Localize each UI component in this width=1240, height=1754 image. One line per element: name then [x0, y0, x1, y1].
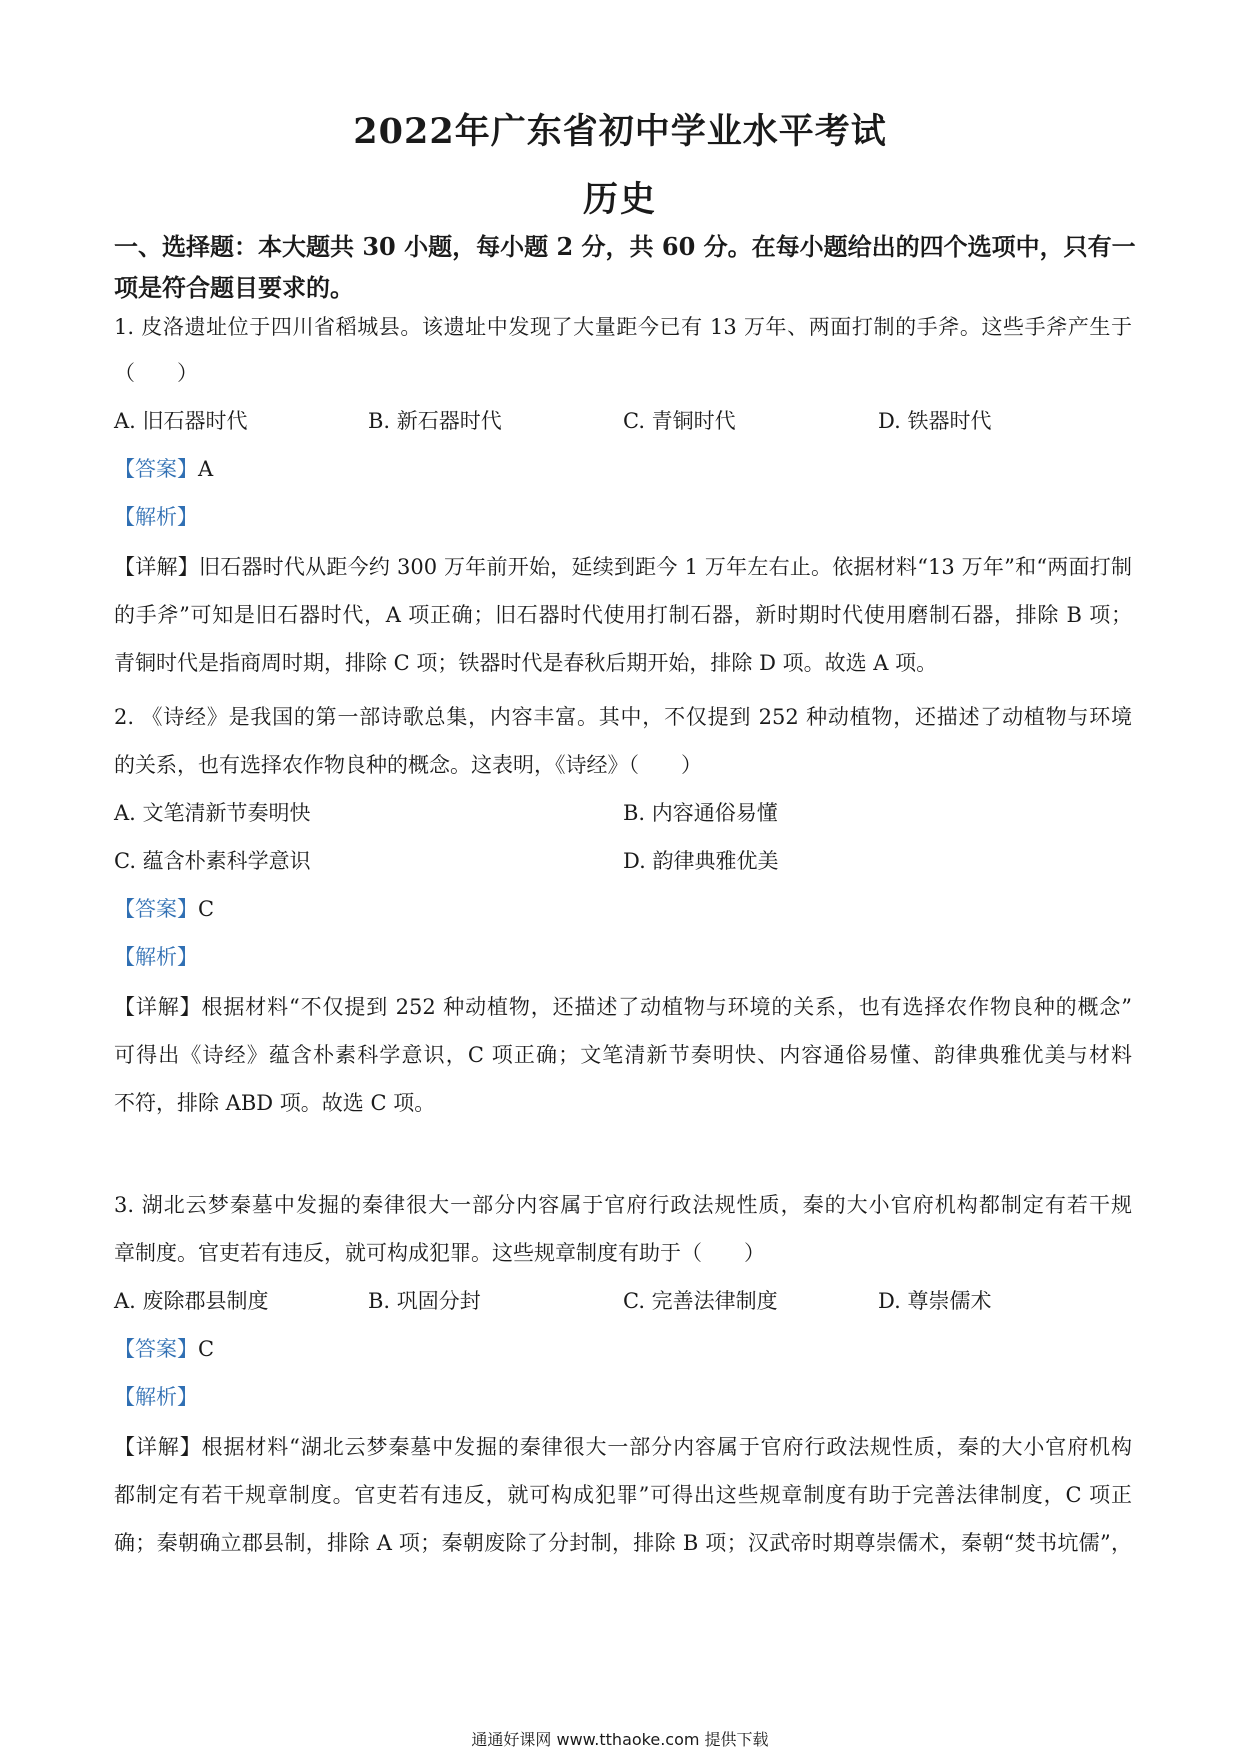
q2-option-c: C. 蕴含朴素科学意识	[114, 849, 311, 873]
q2-detail-line3: 不符，排除 ABD 项。故选 C 项。	[114, 1091, 436, 1115]
q3-option-a: A. 废除郡县制度	[114, 1289, 269, 1313]
subject-title: 历史	[582, 179, 657, 220]
q1-answer-value: A	[198, 457, 214, 481]
q1-detail-text1: 旧石器时代从距今约 300 万年前开始，延续到距今 1 万年左右止。依据材料“13 万年”和“两面打制	[198, 555, 1133, 579]
answer-tag: 【答案】	[114, 1337, 198, 1361]
q3-stem-line2: 章制度。官吏若有违反，就可构成犯罪。这些规章制度有助于（ ）	[114, 1241, 765, 1265]
q2-answer-value: C	[198, 897, 215, 921]
q2-option-d: D. 韵律典雅优美	[623, 849, 779, 873]
detail-tag: 【详解】	[114, 1435, 202, 1459]
q3-option-b: B. 巩固分封	[368, 1289, 481, 1313]
answer-tag: 【答案】	[114, 897, 198, 921]
q1-answer	[114, 454, 213, 484]
exam-title: 2022年广东省初中学业水平考试	[353, 111, 887, 152]
section-heading: 一、选择题：本大题共 30 小题，每小题 2 分，共 60 分。在每小题给出的四个选项中，只有一项是符合题目要求的。	[114, 232, 1136, 302]
q3-answer-value: C	[198, 1337, 215, 1361]
q2-detail-text1: 根据材料“不仅提到 252 种动植物，还描述了动植物与环境的关系，也有选择农作物良种的概念”	[201, 995, 1133, 1019]
analysis-tag: 【解析】	[114, 1385, 198, 1409]
q3-detail-text1: 根据材料“湖北云梦秦墓中发掘的秦律很大一部分内容属于官府行政法规性质，秦的大小官府机构	[201, 1435, 1133, 1459]
analysis-tag: 【解析】	[114, 945, 198, 969]
q3-option-d: D. 尊崇儒术	[878, 1289, 992, 1313]
q1-option-c: C. 青铜时代	[623, 409, 736, 433]
q1-option-b: B. 新石器时代	[368, 409, 502, 433]
q1-detail-line2: 的手斧”可知是旧石器时代，A 项正确；旧石器时代使用打制石器，新时期时代使用磨制石器，排除 B 项；	[114, 603, 1132, 627]
q1-option-d: D. 铁器时代	[878, 409, 992, 433]
q2-stem-line1: 2. 《诗经》是我国的第一部诗歌总集，内容丰富。其中，不仅提到 252 种动植物，还描述了动植物与环境	[114, 705, 1132, 729]
q2-detail-line2: 可得出《诗经》蕴含朴素科学意识，C 项正确；文笔清新节奏明快、内容通俗易懂、韵律典雅优美与材料	[114, 1043, 1132, 1067]
q2-analysis	[114, 942, 198, 972]
q1-stem-line1: 1. 皮洛遗址位于四川省稻城县。该遗址中发现了大量距今已有 13 万年、两面打制的手斧。这些手斧产生于	[114, 315, 1132, 339]
q2-detail-line1	[114, 992, 1132, 1022]
detail-tag: 【详解】	[114, 995, 202, 1019]
q2-option-a: A. 文笔清新节奏明快	[114, 801, 311, 825]
q2-option-b: B. 内容通俗易懂	[623, 801, 778, 825]
q3-detail-line1	[114, 1432, 1132, 1462]
q3-option-c: C. 完善法律制度	[623, 1289, 778, 1313]
q2-answer	[114, 894, 214, 924]
q2-stem-line2: 的关系，也有选择农作物良种的概念。这表明，《诗经》（ ）	[114, 753, 702, 777]
q1-analysis	[114, 502, 198, 532]
q3-detail-line3: 确；秦朝确立郡县制，排除 A 项；秦朝废除了分封制，排除 B 项；汉武帝时期尊崇儒术，秦朝“焚书坑儒”，	[114, 1531, 1132, 1555]
answer-tag: 【答案】	[114, 457, 198, 481]
q1-stem-line2: （ ）	[114, 361, 198, 385]
analysis-tag: 【解析】	[114, 505, 198, 529]
q3-detail-line2: 都制定有若干规章制度。官吏若有违反，就可构成犯罪”可得出这些规章制度有助于完善法律制度，C 项正	[114, 1483, 1132, 1507]
footer-credit: 通通好课网 www.tthaoke.com 提供下载	[471, 1730, 769, 1749]
q3-stem-line1: 3. 湖北云梦秦墓中发掘的秦律很大一部分内容属于官府行政法规性质，秦的大小官府机构都制定有若干规	[114, 1193, 1132, 1217]
q1-detail-line3: 青铜时代是指商周时期，排除 C 项；铁器时代是春秋后期开始，排除 D 项。故选 A 项。	[114, 651, 938, 675]
q3-answer	[114, 1334, 214, 1364]
q1-detail-line1	[114, 552, 1132, 582]
q3-analysis	[114, 1382, 198, 1412]
detail-tag: 【详解】	[114, 555, 199, 579]
q1-option-a: A. 旧石器时代	[114, 409, 248, 433]
